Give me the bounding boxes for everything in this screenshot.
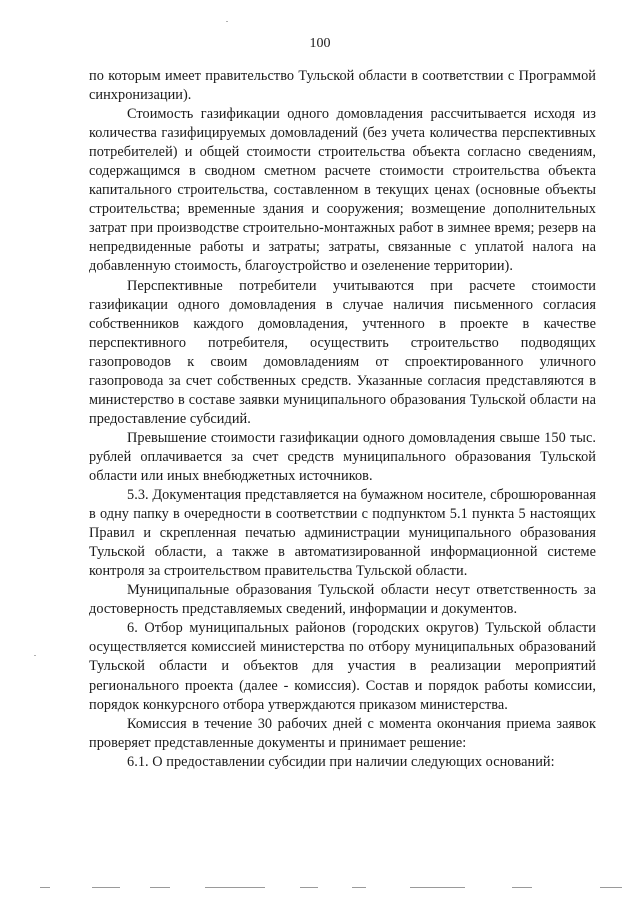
paragraph-5-3-documentation: 5.3. Документация представляется на бумажном носителе, сброшюрованная в одну папку в очередности в соответствии с подпунктом 5.1 пункта 5 настоящих Правил и скрепленная печатью администрации муниципального образования Тульской области, а также в автоматизированной информационной системе контроля за строительством правительства Тульской области. [89, 487, 596, 580]
scan-line [92, 887, 120, 888]
scan-line [600, 887, 622, 888]
paragraph-cost-excess: Превышение стоимости газификации одного домовладения свыше 150 тыс. рублей оплачивается за счет средств муниципального образования Тульской области или иных внебюджетных источников. [89, 429, 596, 484]
scan-line [352, 887, 366, 888]
scan-line [410, 887, 465, 888]
paragraph-6-1-grounds: 6.1. О предоставлении субсидии при наличии следующих оснований: [127, 753, 555, 770]
document-body [89, 67, 596, 772]
scan-speck [226, 21, 228, 22]
scan-line [205, 887, 265, 888]
scan-line [512, 887, 532, 888]
paragraph-6-selection: 6. Отбор муниципальных районов (городских округов) Тульской области осуществляется комиссией министерства по отбору муниципальных образований Тульской области и объектов для участия в реализации мероприятий регионального проекта (далее - комиссия). Состав и порядок работы комиссии, порядок конкурсного отбора утверждаются приказом министерства. [89, 620, 596, 713]
scan-line [40, 887, 50, 888]
scan-line [300, 887, 318, 888]
scan-speck [34, 655, 36, 656]
page-number: 100 [309, 36, 331, 51]
scan-footer-artifacts [0, 887, 640, 891]
paragraph-continuation: по которым имеет правительство Тульской области в соответствии с Программой синхронизации). [89, 68, 596, 104]
paragraph-commission-review: Комиссия в течение 30 рабочих дней с момента окончания приема заявок проверяет представленные документы и принимает решение: [89, 715, 596, 751]
paragraph-responsibility: Муниципальные образования Тульской области несут ответственность за достоверность представляемых сведений, информации и документов. [89, 582, 596, 618]
scan-line [150, 887, 170, 888]
paragraph-prospective-consumers: Перспективные потребители учитываются при расчете стоимости газификации одного домовладения в случае наличия письменного согласия собственников каждого домовладения, учтенного в проекте в качестве перспективного потребителя, осуществить строительство подводящих газопроводов к своим домовладениям от спроектированного уличного газопровода за счет собственных средств. Указанные согласия представляются в министерство в составе заявки муниципального образования Тульской области на предоставление субсидий. [89, 277, 596, 427]
paragraph-gasification-cost: Стоимость газификации одного домовладения рассчитывается исходя из количества газифицируемых домовладений (без учета количества перспективных потребителей) и общей стоимости строительства объекта согласно сведениям, содержащимся в сводном сметном расчете стоимости строительства объекта капитального строительства, составленном в текущих ценах (основные объекты строительства; временные здания и сооружения; возмещение дополнительных затрат при производстве строительно-монтажных работ в зимнее время; резерв на непредвиденные работы и затраты; затраты, связанные с уплатой налога на добавленную стоимость, благоустройство и озеленение территории). [89, 106, 596, 275]
